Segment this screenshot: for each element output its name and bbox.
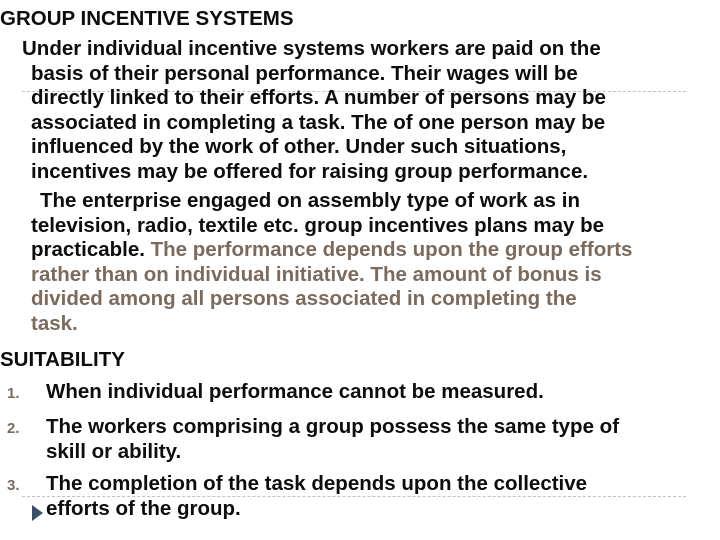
list-item-text [46, 415, 619, 464]
paragraph-line [0, 238, 632, 263]
list-item-line: The workers comprising a group possess the same type of [46, 415, 620, 438]
paragraph-line: associated in completing a task. The of one person may be [31, 110, 606, 134]
list-item-text [46, 472, 587, 521]
paragraph-line: television, radio, textile etc. group incentives plans may be [31, 213, 605, 237]
paragraph-line: basis of their personal performance. Their wages will be [31, 61, 578, 85]
paragraph-line: rather than on individual initiative. The amount of bonus is [31, 262, 602, 286]
section-heading-suitability: SUITABILITY [0, 348, 125, 371]
list-number: 1. [7, 385, 20, 402]
list-item-text [46, 380, 544, 405]
page-title: GROUP INCENTIVE SYSTEMS [0, 7, 294, 30]
list-item-line: skill or ability. [46, 439, 182, 463]
paragraph-segment: practicable. [31, 238, 151, 261]
paragraph-segment-muted: The performance depends upon the group efforts [150, 238, 633, 261]
paragraph-line: influenced by the work of other. Under such situations, [31, 135, 567, 158]
list-number: 2. [7, 420, 20, 437]
list-item-line: The completion of the task depends upon the collective [46, 472, 588, 495]
play-arrow-icon [32, 505, 43, 521]
paragraph-line: task. [31, 311, 78, 335]
paragraph-line: directly linked to their efforts. A number of persons may be [31, 86, 606, 109]
list-number: 3. [7, 477, 20, 494]
paragraph-line: divided among all persons associated in completing the [31, 287, 577, 310]
paragraph-individual-incentives [0, 37, 606, 184]
paragraph-line: Under individual incentive systems workers are paid on the [22, 37, 601, 60]
list-item-line: When individual performance cannot be measured. [46, 380, 544, 403]
paragraph-line: incentives may be offered for raising group performance. [31, 159, 589, 183]
paragraph-line: The enterprise engaged on assembly type of work as in [40, 189, 580, 212]
paragraph-group-incentives [0, 189, 632, 336]
list-item-line: efforts of the group. [46, 496, 241, 520]
